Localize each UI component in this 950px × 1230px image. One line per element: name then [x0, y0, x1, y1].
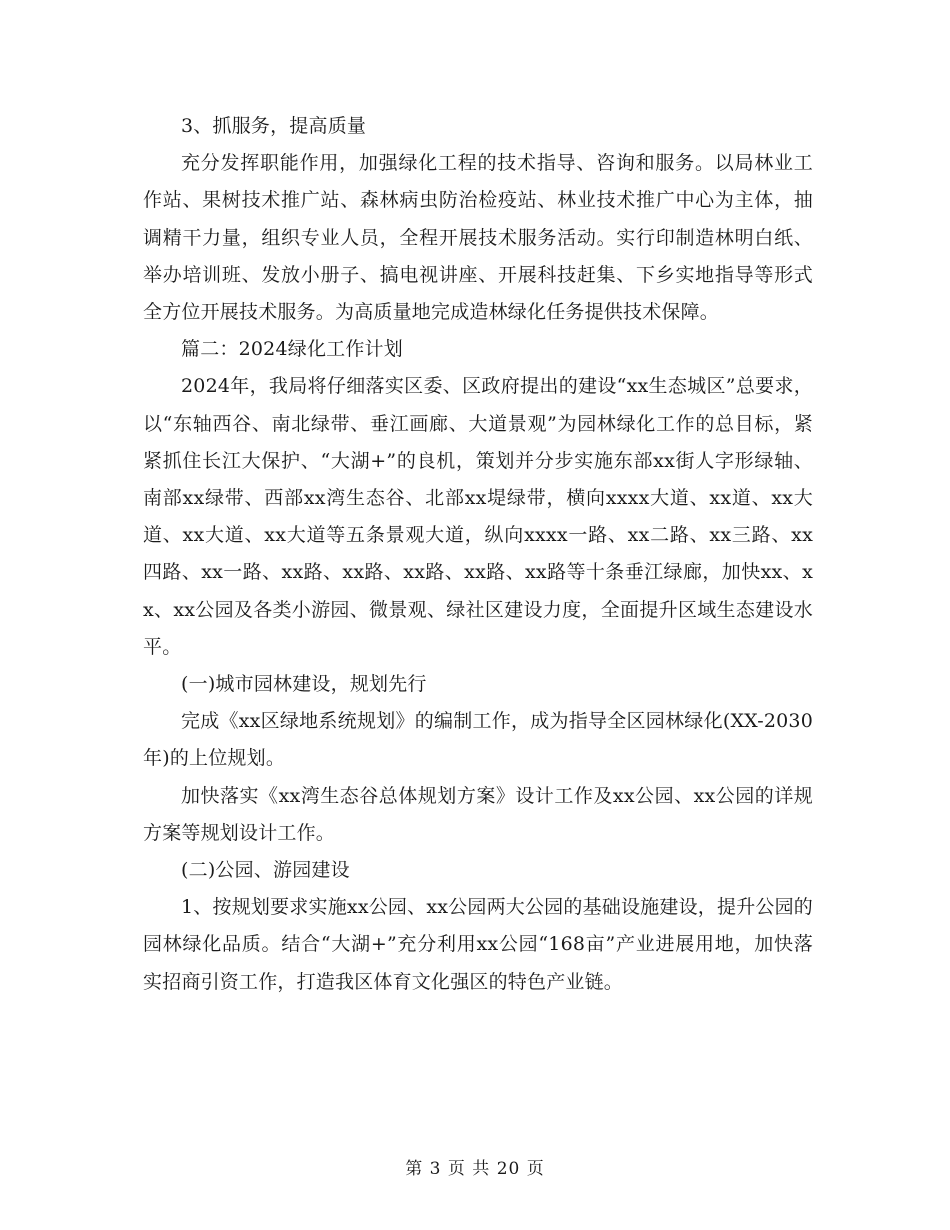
page-number-label: 第 3 页 共 20 页 [405, 1159, 545, 1179]
body-paragraph: 1、按规划要求实施xx公园、xx公园两大公园的基础设施建设，提升公园的园林绿化品质。结合“大湖+”充分利用xx公园“168亩”产业进展用地，加快落实招商引资工作，打造我区体育文化强区的特色产业链。 [143, 896, 813, 993]
page-number-footer [0, 1154, 950, 1179]
section-heading-planning: (一)城市园林建设，规划先行 [181, 673, 427, 696]
section-heading-service: 3、抓服务，提高质量 [181, 115, 367, 137]
body-paragraph: 充分发挥职能作用，加强绿化工程的技术指导、咨询和服务。以局林业工作站、果树技术推广站、森林病虫防治检疫站、林业技术推广中心为主体，抽调精干力量，组织专业人员，全程开展技术服务活动。实行印制造林明白纸、举办培训班、发放小册子、搞电视讲座、开展科技赶集、下乡实地指导等形式全方位开展技术服务。为高质量地完成造林绿化任务提供技术保障。 [143, 152, 813, 324]
body-paragraph: 加快落实《xx湾生态谷总体规划方案》设计工作及xx公园、xx公园的详规方案等规划设计工作。 [143, 784, 813, 844]
body-paragraph: 2024年，我局将仔细落实区委、区政府提出的建设“xx生态城区”总要求，以“东轴西谷、南北绿带、垂江画廊、大道景观”为园林绿化工作的总目标，紧紧抓住长江大保护、“大湖+”的良机，策划并分步实施东部xx街人字形绿轴、南部xx绿带、西部xx湾生态谷、北部xx堤绿带，横向xxxx大道、xx道、xx大道、xx大道、xx大道等五条景观大道，纵向xxxx一路、xx二路、xx三路、xx四路、xx一路、xx路、xx路、xx路、xx路、xx路等十条垂江绿廊，加快xx、xx、xx公园及各类小游园、微景观、绿社区建设力度，全面提升区域生态建设水平。 [143, 375, 813, 658]
body-paragraph: 完成《xx区绿地系统规划》的编制工作，成为指导全区园林绿化(XX-2030年)的上位规划。 [143, 710, 813, 770]
article-title-part-two: 篇二：2024绿化工作计划 [181, 338, 403, 361]
section-heading-parks: (二)公园、游园建设 [181, 859, 350, 882]
document-body [143, 108, 813, 1001]
